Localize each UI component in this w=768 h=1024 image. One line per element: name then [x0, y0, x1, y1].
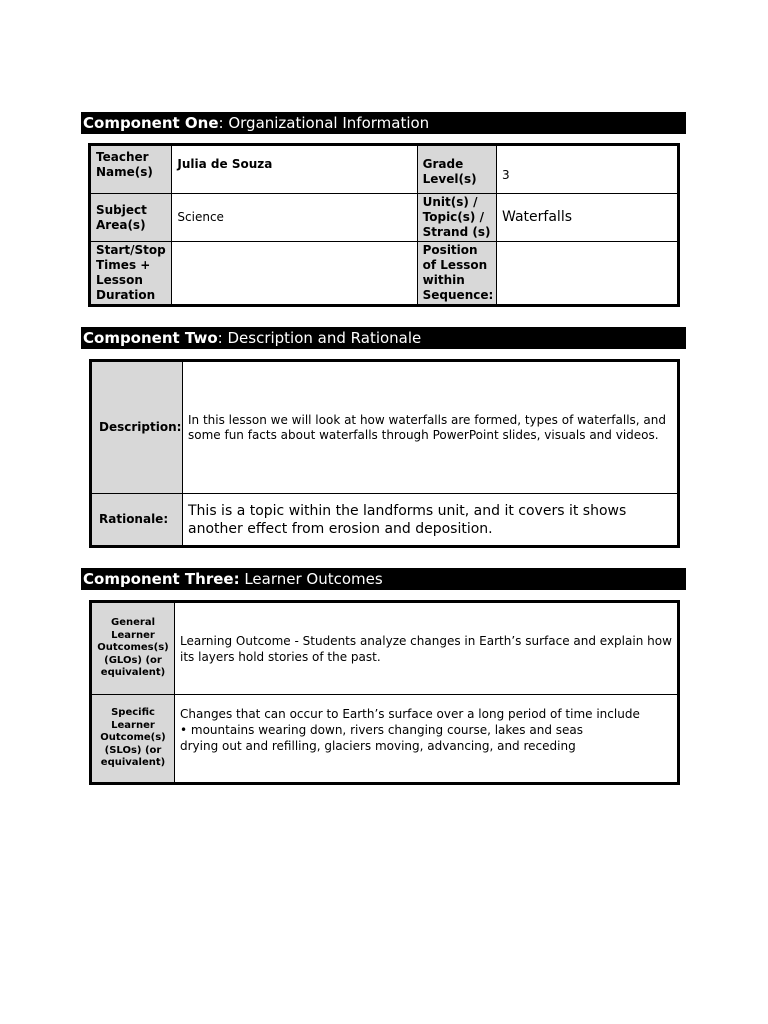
rationale-label: Rationale:: [91, 494, 183, 547]
component-two-heading: [81, 327, 686, 349]
slo-label: Specific Learner Outcome(s) (SLOs) (or equivalent): [91, 695, 175, 784]
description-rationale-table: [89, 359, 680, 548]
component-one-heading-bold: Component One: [83, 114, 219, 132]
component-three-heading-rest: Learner Outcomes: [239, 570, 383, 588]
description-label: Description:: [91, 361, 183, 494]
grade-level-value: 3: [497, 145, 679, 194]
rationale-value: This is a topic within the landforms unit, and it covers it shows another effect from erosion and deposition.: [183, 494, 679, 547]
start-stop-times-label: Start/Stop Times + Lesson Duration: [90, 242, 172, 306]
unit-topic-label: Unit(s) / Topic(s) / Strand (s): [417, 194, 496, 242]
component-two-heading-bold: Component Two: [83, 329, 218, 347]
glo-label: General Learner Outcomes(s) (GLOs) (or equivalent): [91, 602, 175, 695]
learner-outcomes-table: [89, 600, 680, 785]
lesson-position-label: Position of Lesson within Sequence:: [417, 242, 496, 306]
teacher-name-label: Teacher Name(s): [90, 145, 172, 194]
subject-area-value: Science: [172, 194, 417, 242]
component-one-heading: [81, 112, 686, 134]
subject-area-label: Subject Area(s): [90, 194, 172, 242]
component-one-heading-rest: : Organizational Information: [218, 114, 430, 132]
organizational-info-table: [88, 143, 680, 307]
component-two-heading-rest: : Description and Rationale: [217, 329, 422, 347]
teacher-name-value: Julia de Souza: [172, 145, 417, 194]
grade-level-label: Grade Level(s): [417, 145, 496, 194]
slo-value: Changes that can occur to Earth’s surface over a long period of time include • mountains wearing down, rivers changing course, lakes and seas drying out and refilling, glaciers moving, advancing, and receding: [175, 695, 679, 784]
description-value: In this lesson we will look at how waterfalls are formed, types of waterfalls, and some fun facts about waterfalls through PowerPoint slides, visuals and videos.: [183, 361, 679, 494]
component-three-heading-bold: Component Three:: [83, 570, 240, 588]
lesson-position-value: [497, 242, 679, 306]
component-three-heading: [81, 568, 686, 590]
glo-value: Learning Outcome - Students analyze changes in Earth’s surface and explain how its layers hold stories of the past.: [175, 602, 679, 695]
start-stop-times-value: [172, 242, 417, 306]
unit-topic-value: Waterfalls: [497, 194, 679, 242]
